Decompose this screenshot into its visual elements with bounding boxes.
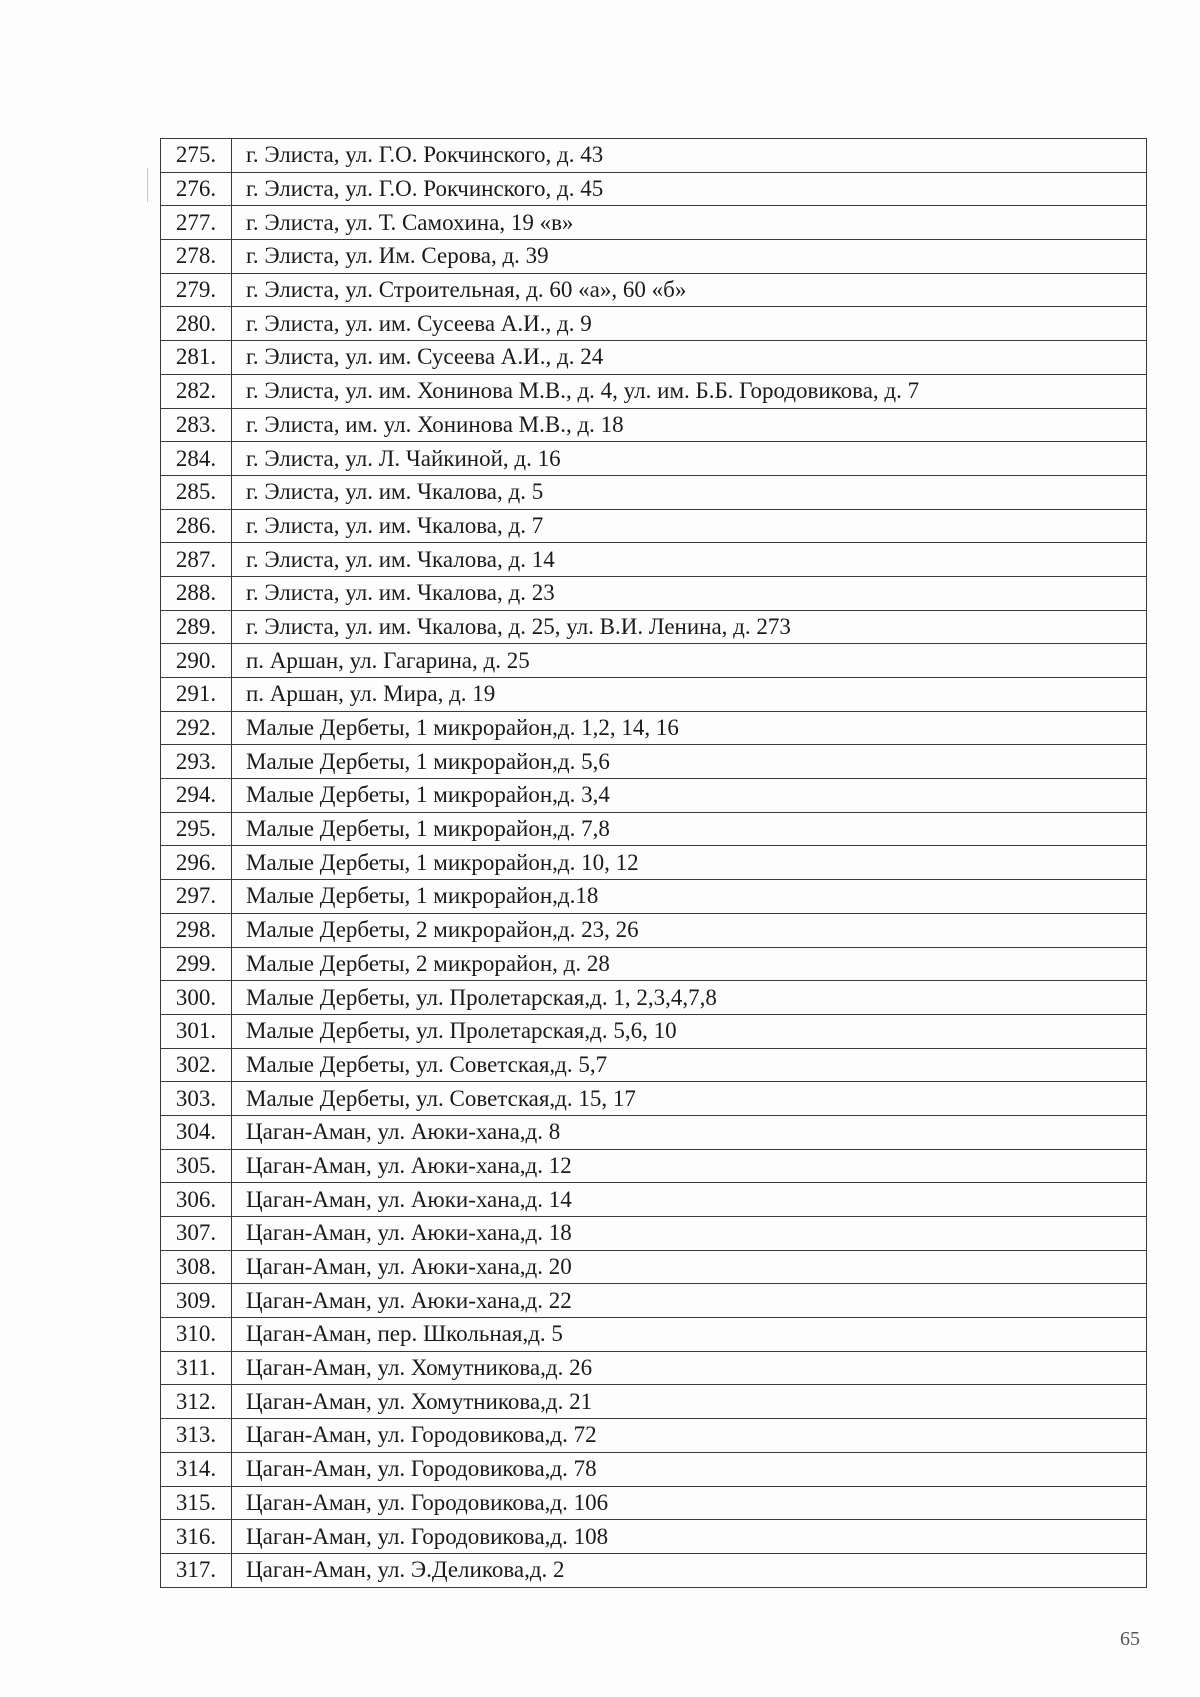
row-number-cell: 290. xyxy=(161,644,232,678)
address-cell: Цаган-Аман, ул. Аюки-хана,д. 18 xyxy=(232,1217,1147,1251)
row-number-cell: 291. xyxy=(161,678,232,712)
address-cell: г. Элиста, ул. им. Чкалова, д. 14 xyxy=(232,543,1147,577)
table-row xyxy=(161,880,1147,914)
table-row xyxy=(161,1452,1147,1486)
table-row xyxy=(161,475,1147,509)
address-cell: г. Элиста, ул. им. Чкалова, д. 7 xyxy=(232,509,1147,543)
address-cell: Цаган-Аман, ул. Городовикова,д. 72 xyxy=(232,1419,1147,1453)
row-number-cell: 298. xyxy=(161,913,232,947)
address-cell: г. Элиста, ул. Т. Самохина, 19 «в» xyxy=(232,206,1147,240)
row-number-cell: 316. xyxy=(161,1520,232,1554)
address-cell: г. Элиста, ул. Им. Серова, д. 39 xyxy=(232,240,1147,274)
address-cell: Цаган-Аман, ул. Аюки-хана,д. 8 xyxy=(232,1115,1147,1149)
table-row xyxy=(161,644,1147,678)
address-cell: Малые Дербеты, ул. Пролетарская,д. 5,6, 10 xyxy=(232,1014,1147,1048)
row-number-cell: 309. xyxy=(161,1284,232,1318)
address-cell: г. Элиста, ул. им. Сусеева А.И., д. 24 xyxy=(232,341,1147,375)
row-number-cell: 302. xyxy=(161,1048,232,1082)
address-cell: Цаган-Аман, пер. Школьная,д. 5 xyxy=(232,1318,1147,1352)
row-number-cell: 310. xyxy=(161,1318,232,1352)
table-row xyxy=(161,812,1147,846)
table-row xyxy=(161,1014,1147,1048)
table-row xyxy=(161,1520,1147,1554)
table-row xyxy=(161,913,1147,947)
row-number-cell: 299. xyxy=(161,947,232,981)
row-number-cell: 282. xyxy=(161,374,232,408)
address-table-body xyxy=(161,139,1147,1588)
table-row xyxy=(161,1048,1147,1082)
table-row xyxy=(161,1082,1147,1116)
table-row xyxy=(161,1553,1147,1587)
table-row xyxy=(161,1183,1147,1217)
table-row xyxy=(161,1486,1147,1520)
table-row xyxy=(161,442,1147,476)
row-number-cell: 293. xyxy=(161,745,232,779)
table-row xyxy=(161,947,1147,981)
table-row xyxy=(161,273,1147,307)
table-row xyxy=(161,341,1147,375)
table-row xyxy=(161,745,1147,779)
table-row xyxy=(161,1115,1147,1149)
address-cell: Цаган-Аман, ул. Э.Деликова,д. 2 xyxy=(232,1553,1147,1587)
address-cell: г. Элиста, ул. им. Сусеева А.И., д. 9 xyxy=(232,307,1147,341)
address-table xyxy=(160,138,1147,1588)
row-number-cell: 280. xyxy=(161,307,232,341)
row-number-cell: 306. xyxy=(161,1183,232,1217)
table-row xyxy=(161,1351,1147,1385)
row-number-cell: 296. xyxy=(161,846,232,880)
row-number-cell: 283. xyxy=(161,408,232,442)
row-number-cell: 305. xyxy=(161,1149,232,1183)
row-number-cell: 304. xyxy=(161,1115,232,1149)
row-number-cell: 285. xyxy=(161,475,232,509)
table-row xyxy=(161,408,1147,442)
address-cell: Малые Дербеты, 2 микрорайон,д. 23, 26 xyxy=(232,913,1147,947)
table-row xyxy=(161,711,1147,745)
address-cell: Малые Дербеты, ул. Советская,д. 15, 17 xyxy=(232,1082,1147,1116)
row-number-cell: 307. xyxy=(161,1217,232,1251)
row-number-cell: 317. xyxy=(161,1553,232,1587)
row-number-cell: 287. xyxy=(161,543,232,577)
address-cell: г. Элиста, ул. Г.О. Рокчинского, д. 43 xyxy=(232,139,1147,173)
row-number-cell: 300. xyxy=(161,981,232,1015)
table-row xyxy=(161,981,1147,1015)
address-cell: г. Элиста, ул. Г.О. Рокчинского, д. 45 xyxy=(232,172,1147,206)
table-row xyxy=(161,1318,1147,1352)
row-number-cell: 289. xyxy=(161,610,232,644)
address-cell: Малые Дербеты, 1 микрорайон,д. 1,2, 14, 16 xyxy=(232,711,1147,745)
row-number-cell: 308. xyxy=(161,1250,232,1284)
address-cell: Малые Дербеты, 1 микрорайон,д. 5,6 xyxy=(232,745,1147,779)
address-cell: Цаган-Аман, ул. Хомутникова,д. 26 xyxy=(232,1351,1147,1385)
row-number-cell: 288. xyxy=(161,576,232,610)
page-number: 65 xyxy=(1120,1628,1140,1650)
address-cell: Цаган-Аман, ул. Аюки-хана,д. 20 xyxy=(232,1250,1147,1284)
address-cell: Цаган-Аман, ул. Городовикова,д. 108 xyxy=(232,1520,1147,1554)
table-row xyxy=(161,1149,1147,1183)
address-cell: Малые Дербеты, ул. Советская,д. 5,7 xyxy=(232,1048,1147,1082)
scan-mark xyxy=(147,168,148,202)
table-row xyxy=(161,509,1147,543)
table-row xyxy=(161,779,1147,813)
table-row xyxy=(161,846,1147,880)
table-row xyxy=(161,206,1147,240)
table-row xyxy=(161,543,1147,577)
row-number-cell: 294. xyxy=(161,779,232,813)
table-row xyxy=(161,1250,1147,1284)
table-row xyxy=(161,1385,1147,1419)
address-cell: п. Аршан, ул. Мира, д. 19 xyxy=(232,678,1147,712)
table-row xyxy=(161,576,1147,610)
row-number-cell: 312. xyxy=(161,1385,232,1419)
address-cell: Цаган-Аман, ул. Аюки-хана,д. 22 xyxy=(232,1284,1147,1318)
table-row xyxy=(161,240,1147,274)
table-row xyxy=(161,610,1147,644)
address-cell: Малые Дербеты, 1 микрорайон,д.18 xyxy=(232,880,1147,914)
address-cell: г. Элиста, ул. Л. Чайкиной, д. 16 xyxy=(232,442,1147,476)
address-cell: г. Элиста, ул. им. Чкалова, д. 23 xyxy=(232,576,1147,610)
row-number-cell: 275. xyxy=(161,139,232,173)
table-row xyxy=(161,1419,1147,1453)
address-cell: Малые Дербеты, 2 микрорайон, д. 28 xyxy=(232,947,1147,981)
address-cell: Цаган-Аман, ул. Аюки-хана,д. 12 xyxy=(232,1149,1147,1183)
row-number-cell: 284. xyxy=(161,442,232,476)
address-cell: г. Элиста, ул. Строительная, д. 60 «а», 60 «б» xyxy=(232,273,1147,307)
row-number-cell: 301. xyxy=(161,1014,232,1048)
table-row xyxy=(161,374,1147,408)
address-cell: Цаган-Аман, ул. Аюки-хана,д. 14 xyxy=(232,1183,1147,1217)
table-row xyxy=(161,139,1147,173)
row-number-cell: 276. xyxy=(161,172,232,206)
row-number-cell: 313. xyxy=(161,1419,232,1453)
address-cell: Малые Дербеты, 1 микрорайон,д. 3,4 xyxy=(232,779,1147,813)
address-cell: Малые Дербеты, 1 микрорайон,д. 10, 12 xyxy=(232,846,1147,880)
address-cell: г. Элиста, ул. им. Чкалова, д. 25, ул. В.И. Ленина, д. 273 xyxy=(232,610,1147,644)
address-cell: г. Элиста, ул. им. Хонинова М.В., д. 4, ул. им. Б.Б. Городовикова, д. 7 xyxy=(232,374,1147,408)
address-cell: Цаган-Аман, ул. Городовикова,д. 78 xyxy=(232,1452,1147,1486)
row-number-cell: 286. xyxy=(161,509,232,543)
row-number-cell: 314. xyxy=(161,1452,232,1486)
row-number-cell: 278. xyxy=(161,240,232,274)
table-row xyxy=(161,1217,1147,1251)
row-number-cell: 292. xyxy=(161,711,232,745)
address-cell: Цаган-Аман, ул. Городовикова,д. 106 xyxy=(232,1486,1147,1520)
row-number-cell: 303. xyxy=(161,1082,232,1116)
row-number-cell: 279. xyxy=(161,273,232,307)
row-number-cell: 315. xyxy=(161,1486,232,1520)
address-cell: Малые Дербеты, ул. Пролетарская,д. 1, 2,3,4,7,8 xyxy=(232,981,1147,1015)
address-cell: г. Элиста, ул. им. Чкалова, д. 5 xyxy=(232,475,1147,509)
row-number-cell: 281. xyxy=(161,341,232,375)
table-row xyxy=(161,678,1147,712)
row-number-cell: 297. xyxy=(161,880,232,914)
address-cell: п. Аршан, ул. Гагарина, д. 25 xyxy=(232,644,1147,678)
row-number-cell: 295. xyxy=(161,812,232,846)
address-cell: Цаган-Аман, ул. Хомутникова,д. 21 xyxy=(232,1385,1147,1419)
table-row xyxy=(161,1284,1147,1318)
table-row xyxy=(161,172,1147,206)
row-number-cell: 311. xyxy=(161,1351,232,1385)
address-cell: Малые Дербеты, 1 микрорайон,д. 7,8 xyxy=(232,812,1147,846)
row-number-cell: 277. xyxy=(161,206,232,240)
table-row xyxy=(161,307,1147,341)
address-cell: г. Элиста, им. ул. Хонинова М.В., д. 18 xyxy=(232,408,1147,442)
